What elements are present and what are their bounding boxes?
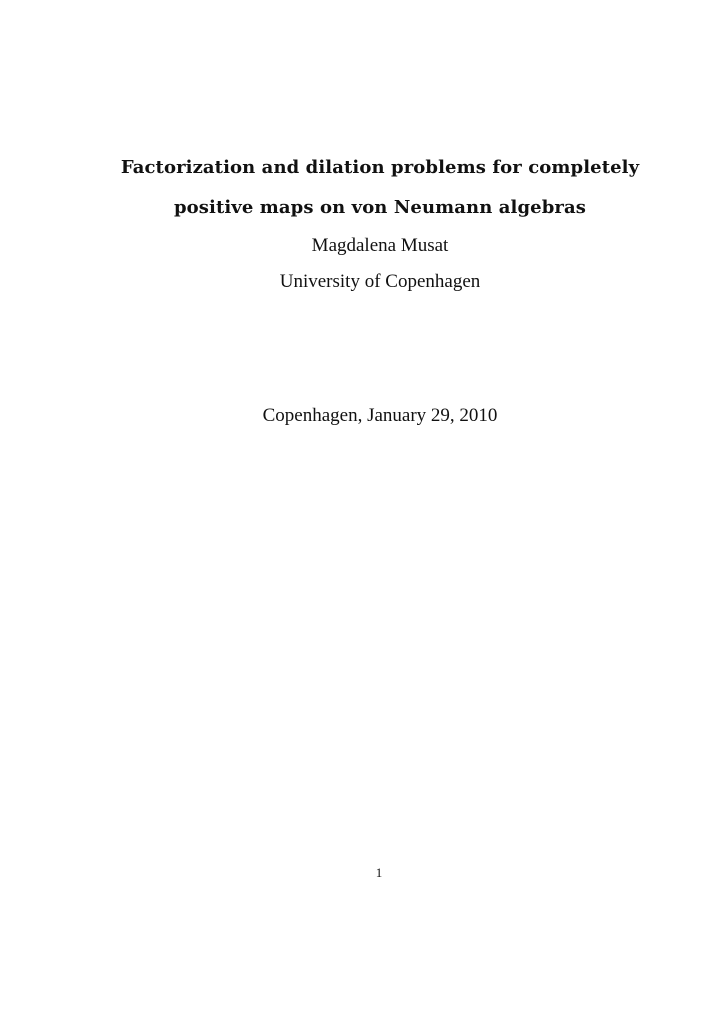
title-line-2: positive maps on von Neumann algebras	[173, 197, 586, 218]
title-line-1: Factorization and dilation problems for completely	[120, 157, 640, 178]
author-name: Magdalena Musat	[311, 235, 449, 256]
page-number: 1	[375, 865, 383, 880]
author-block	[60, 228, 700, 300]
place-date: Copenhagen, January 29, 2010	[262, 405, 498, 426]
paper-title	[60, 148, 700, 228]
author-affiliation: University of Copenhagen	[279, 271, 481, 292]
